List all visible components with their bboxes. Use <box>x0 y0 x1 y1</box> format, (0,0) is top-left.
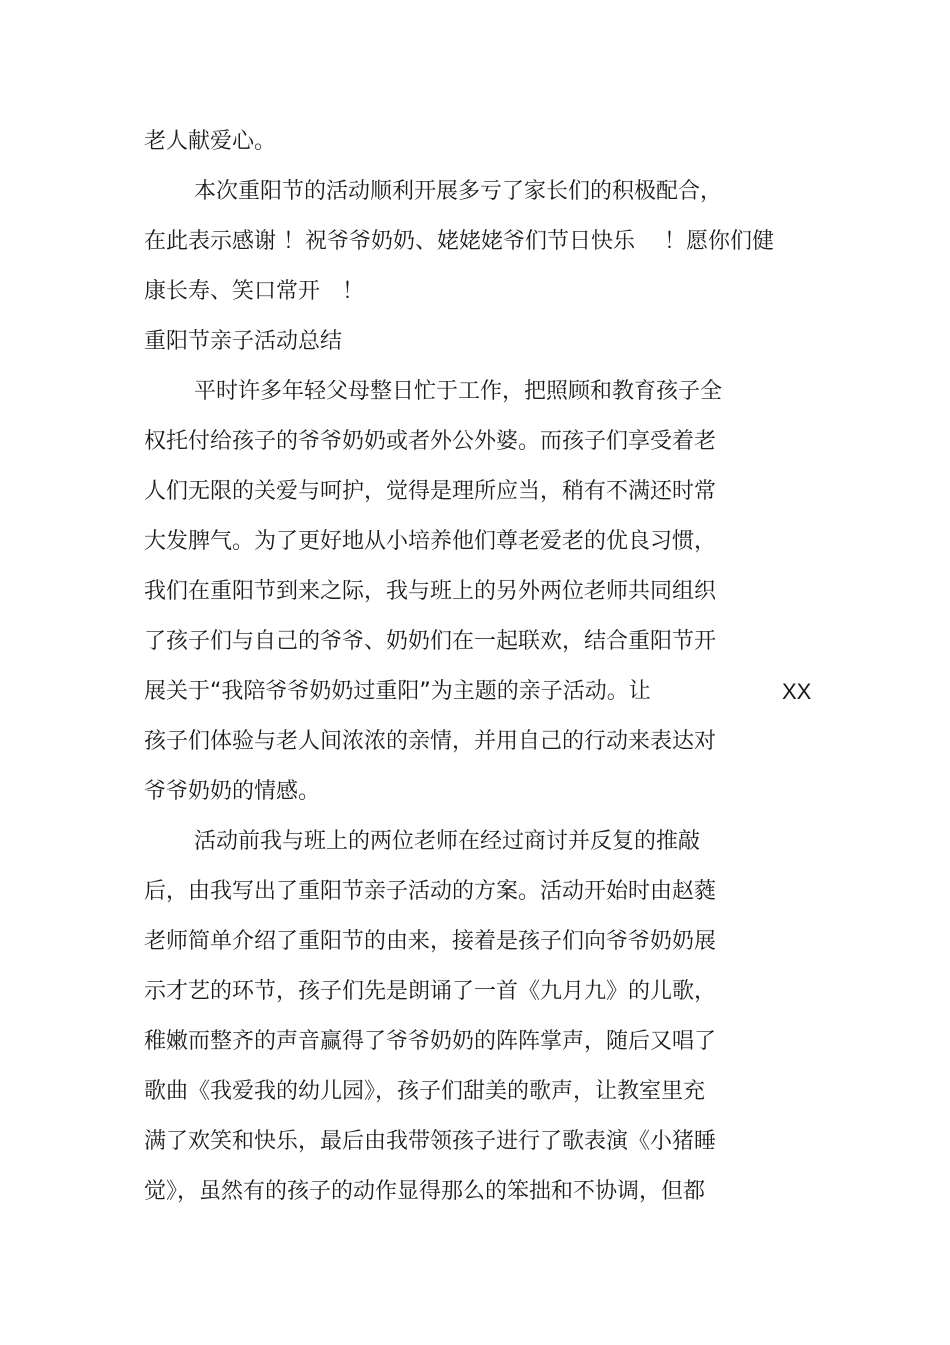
paragraph-start-line: 平时许多年轻父母整日忙于工作，把照顾和教育孩子全 <box>194 379 723 404</box>
text-line: 大发脾气。为了更好地从小培养他们尊老爱老的优良习惯， <box>144 529 717 554</box>
text-line: 后，由我写出了重阳节亲子活动的方案。活动开始时由赵蕤 <box>144 879 717 904</box>
paragraph-start-line: 本次重阳节的活动顺利开展多亏了家长们的积极配合， <box>194 179 723 204</box>
text-line: 人们无限的关爱与呵护，觉得是理所应当，稍有不满还时常 <box>144 479 717 504</box>
text-line: 老人献爱心。 <box>144 129 277 154</box>
text-line: 满了欢笑和快乐，最后由我带领孩子进行了歌表演《小猪睡 <box>144 1129 717 1154</box>
text-line: 展关于“我陪爷爷奶奶过重阳”为主题的亲子活动。让 <box>144 679 651 704</box>
text-line: 老师简单介绍了重阳节的由来，接着是孩子们向爷爷奶奶展 <box>144 929 717 954</box>
text-line: 权托付给孩子的爷爷奶奶或者外公外婆。而孩子们享受着老 <box>144 429 717 454</box>
text-line: 了孩子们与自己的爷爷、奶奶们在一起联欢，结合重阳节开 <box>144 629 717 654</box>
text-line: 稚嫩而整齐的声音赢得了爷爷奶奶的阵阵掌声，随后又唱了 <box>144 1029 717 1054</box>
text-line: 爷爷奶奶的情感。 <box>144 779 321 804</box>
text-line: 觉》，虽然有的孩子的动作显得那么的笨拙和不协调，但都 <box>144 1179 706 1204</box>
text-line: 在此表示感谢 ！祝爷爷奶奶、姥姥姥爷们节日快乐 ！愿你们健 <box>144 229 774 254</box>
text-line: 歌曲《我爱我的幼儿园》，孩子们甜美的歌声，让教室里充 <box>144 1079 706 1104</box>
paragraph-start-line: 活动前我与班上的两位老师在经过商讨并反复的推敲 <box>194 829 701 854</box>
section-title: 重阳节亲子活动总结 <box>144 329 343 354</box>
text-line: 示才艺的环节，孩子们先是朗诵了一首《九月九》的儿歌， <box>144 979 717 1004</box>
text-line: 孩子们体验与老人间浓浓的亲情，并用自己的行动来表达对 <box>144 729 717 754</box>
text-line: 我们在重阳节到来之际，我与班上的另外两位老师共同组织 <box>144 579 717 604</box>
text-line: 康长寿、笑口常开 ！ <box>144 279 365 304</box>
margin-placeholder-mark: XX <box>782 679 812 704</box>
